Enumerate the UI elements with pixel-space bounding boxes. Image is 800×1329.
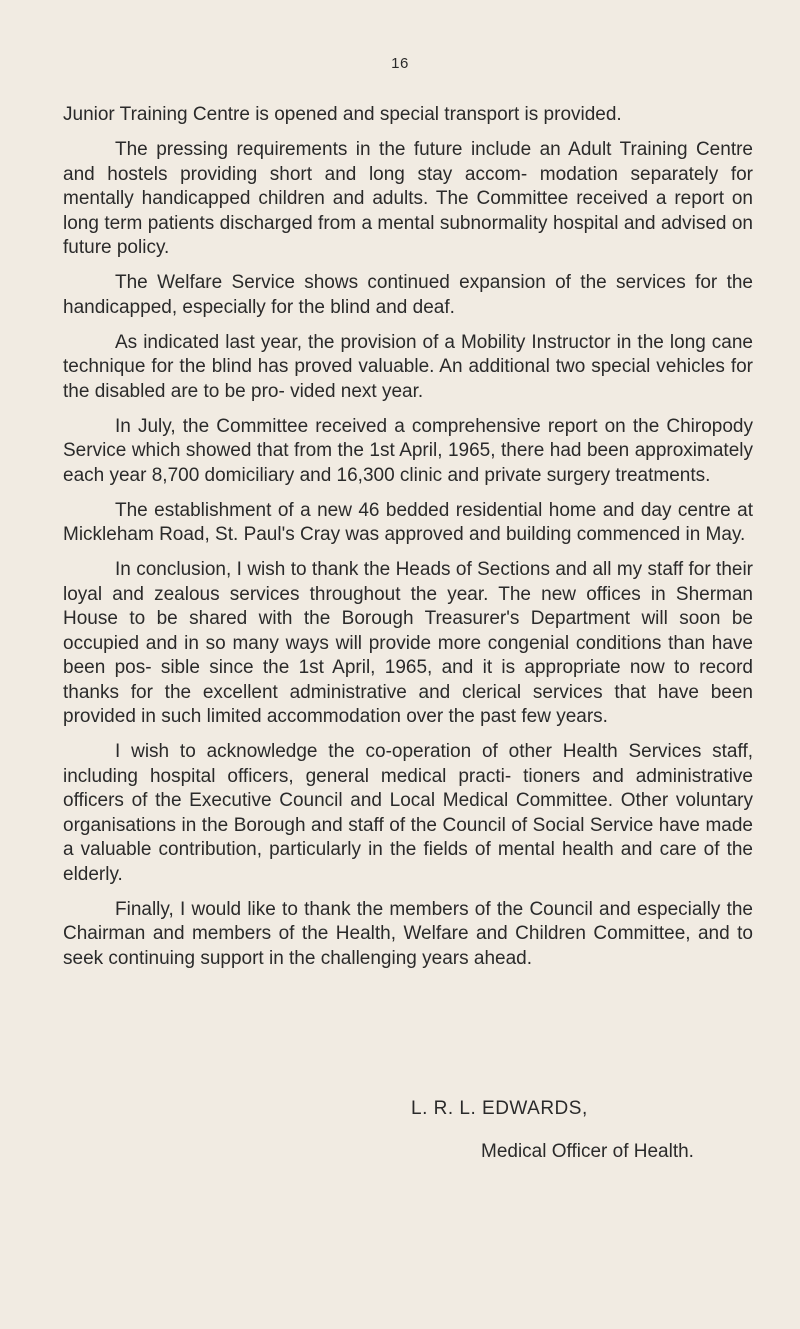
paragraph-2: The pressing requirements in the future include an Adult Training Centre and hostels providing short and long stay accom- modation separately for mentally handicapped children and adults. The Committee received a report on long term patients discharged from a mental subnormality hospital and advised on future policy. (63, 139, 753, 258)
page-number: 16 (391, 55, 409, 72)
report-body (63, 103, 753, 982)
paragraph-8: I wish to acknowledge the co-operation of other Health Services staff, including hospital officers, general medical practi- tioners and administrative officers of the Executive Council and Local Medical Committee. Other voluntary organisations in the Borough and staff of the Council of Social Service have made a valuable contribution, particularly in the fields of mental health and care of the elderly. (63, 741, 753, 885)
paragraph-3: The Welfare Service shows continued expansion of the services for the handicapped, especially for the blind and deaf. (63, 272, 753, 318)
paragraph-4: As indicated last year, the provision of a Mobility Instructor in the long cane technique for the blind has proved valuable. An additional two special vehicles for the disabled are to be pro- vided next year. (63, 331, 753, 402)
signatory-name: L. R. L. EDWARDS, (411, 1098, 588, 1119)
paragraph-6: The establishment of a new 46 bedded residential home and day centre at Mickleham Road, St. Paul's Cray was approved and building commenced in May. (63, 499, 753, 545)
paragraph-5: In July, the Committee received a comprehensive report on the Chiropody Service which showed that from the 1st April, 1965, there had been approximately each year 8,700 domiciliary and 16,300 clinic and private surgery treatments. (63, 415, 753, 486)
signatory-title: Medical Officer of Health. (481, 1141, 694, 1162)
paragraph-9: Finally, I would like to thank the members of the Council and especially the Chairman and members of the Health, Welfare and Children Committee, and to seek continuing support in the challenging years ahead. (63, 898, 753, 969)
paragraph-7: In conclusion, I wish to thank the Heads of Sections and all my staff for their loyal and zealous services throughout the year. The new offices in Sherman House to be shared with the Borough Treasurer's Department will soon be occupied and in so many ways will provide more congenial conditions than have been pos- sible since the 1st April, 1965, and it is appropriate now to record thanks for the excellent administrative and clerical services that have been provided in such limited accommodation over the past few years. (63, 559, 753, 727)
paragraph-1: Junior Training Centre is opened and special transport is provided. (63, 104, 622, 125)
